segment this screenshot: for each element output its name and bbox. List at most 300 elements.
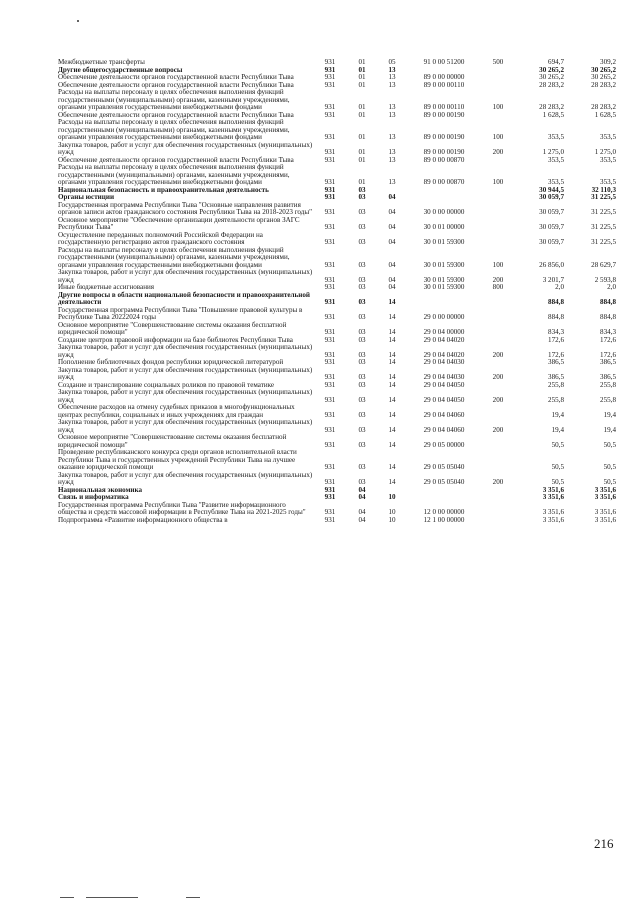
cell-sum-year2: 28 629,7	[591, 260, 616, 269]
cell-glv: 931	[324, 178, 336, 186]
cell-subsection: 04	[388, 238, 396, 246]
cell-sum-year2: 834,3	[600, 328, 616, 336]
cell-sum-year1: 30 059,7	[539, 238, 564, 246]
cell-glv: 931	[324, 80, 336, 89]
cell-target-article: 29 0 04 04060	[423, 410, 465, 419]
cell-glv: 931	[324, 298, 336, 306]
cell-section: 03	[358, 298, 366, 306]
cell-glv: 931	[324, 103, 336, 111]
cell-section: 04	[358, 493, 366, 501]
cell-expense-type	[482, 382, 514, 390]
cell-target-article: 30 0 01 59300	[423, 283, 465, 291]
row-name: Основное мероприятие "Совершенствование системы оказания бесплатной юридической помощи"	[58, 320, 287, 336]
cell-sum-year2: 3 351,6	[594, 493, 616, 501]
cell-section: 03	[358, 410, 366, 419]
cell-subsection: 14	[388, 328, 396, 336]
cell-section: 01	[358, 58, 366, 66]
row-name: Национальная экономика	[58, 485, 143, 494]
row-name: Расходы на выплаты персоналу в целях обеспечения выполнения функций государственными (муниципальными) органами, казенными учреждениями, органами управления государственными внебюджетными фондами	[58, 245, 290, 269]
cell-glv: 931	[324, 463, 336, 471]
cell-sum-year2: 31 225,5	[591, 208, 616, 216]
cell-sum-year2: 353,5	[600, 178, 616, 186]
cell-sum-year2: 172,6	[600, 350, 616, 359]
cell-sum-year1: 834,3	[548, 328, 564, 336]
cell-expense-type: 500	[492, 58, 504, 66]
cell-sum-year2: 28 283,2	[591, 80, 616, 89]
cell-sum-year1: 1 275,0	[542, 148, 564, 156]
row-name: Связь и информатика	[58, 493, 129, 501]
table-row	[58, 164, 616, 187]
cell-glv: 931	[324, 515, 336, 524]
row-name: Создание центров правовой информации на базе библиотек Республики Тыва	[58, 335, 293, 344]
cell-glv: 931	[324, 478, 336, 486]
cell-expense-type	[482, 307, 514, 322]
cell-subsection: 14	[388, 425, 396, 434]
footer-rule	[60, 897, 74, 898]
table-row	[58, 472, 616, 487]
row-name: Закупка товаров, работ и услуг для обеспечения государственных (муниципальных) нужд	[58, 470, 313, 486]
cell-expense-type: 200	[492, 275, 504, 284]
cell-expense-type	[482, 187, 514, 195]
cell-section: 03	[358, 328, 366, 336]
row-name: Закупка товаров, работ и услуг для обеспечения государственных (муниципальных) нужд	[58, 388, 313, 404]
cell-sum-year1: 1 628,5	[542, 110, 564, 119]
cell-subsection: 04	[388, 223, 396, 231]
row-name: Обеспечение расходов на отмену судебных приказов в многофункциональных центрах республики, социальных и иных учреждениях для граждан	[58, 403, 295, 419]
cell-expense-type	[482, 67, 514, 75]
cell-sum-year2: 1 628,5	[594, 110, 616, 119]
row-name: Государственная программа Республики Тыва "Повышение правовой культуры в Республике Тыва 20222024 годы	[58, 305, 303, 321]
cell-expense-type: 100	[492, 133, 504, 141]
cell-target-article	[406, 187, 482, 195]
cell-section: 01	[358, 103, 366, 111]
cell-expense-type: 100	[492, 178, 504, 186]
row-name: Расходы на выплаты персоналу в целях обеспечения выполнения функций государственными (муниципальными) органами, казенными учреждениями, органами управления государственными внебюджетными фондами	[58, 163, 290, 186]
cell-section: 03	[358, 373, 366, 381]
cell-expense-type: 800	[492, 283, 504, 291]
cell-subsection: 14	[388, 373, 396, 381]
table-row	[58, 404, 616, 419]
budget-table	[58, 59, 616, 524]
budget-table-body	[58, 59, 616, 524]
cell-expense-type	[482, 217, 514, 232]
table-row	[58, 487, 616, 495]
cell-target-article: 30 0 01 59300	[423, 238, 465, 246]
cell-sum-year1: 884,8	[548, 313, 564, 321]
cell-subsection: 13	[388, 65, 396, 74]
table-row	[58, 247, 616, 270]
row-name: Закупка товаров, работ и услуг для обеспечения государственных (муниципальных) нужд	[58, 418, 313, 434]
cell-glv: 931	[324, 373, 336, 381]
cell-target-article: 29 0 04 04020	[423, 350, 465, 359]
cell-sum-year1: 3 351,6	[542, 508, 564, 516]
cell-target-article: 29 0 00 00000	[423, 313, 465, 321]
cell-expense-type	[482, 337, 514, 345]
cell-glv: 931	[324, 440, 336, 449]
cell-section: 03	[358, 380, 366, 389]
cell-glv: 931	[324, 73, 336, 81]
cell-section: 03	[358, 260, 366, 269]
cell-expense-type	[482, 449, 514, 472]
cell-glv: 931	[324, 358, 336, 366]
cell-subsection: 13	[388, 178, 396, 186]
row-name: Другие общегосударственные вопросы	[58, 65, 183, 74]
cell-section: 03	[358, 395, 366, 404]
cell-sum-year2: 884,8	[600, 298, 616, 306]
cell-glv: 931	[324, 148, 336, 156]
cell-glv: 931	[324, 208, 336, 216]
cell-section: 01	[358, 65, 366, 74]
table-row	[58, 517, 616, 525]
cell-target-article: 29 0 04 00000	[423, 328, 465, 336]
cell-target-article: 89 0 00 00190	[423, 110, 465, 119]
cell-expense-type	[482, 74, 514, 82]
cell-section: 03	[358, 193, 366, 201]
cell-sum-year2: 19,4	[603, 425, 616, 434]
cell-subsection: 14	[388, 440, 396, 449]
cell-expense-type	[482, 494, 514, 502]
table-row	[58, 142, 616, 157]
cell-glv: 931	[324, 328, 336, 336]
cell-glv: 931	[324, 493, 336, 501]
cell-glv: 931	[324, 380, 336, 389]
table-row	[58, 419, 616, 434]
cell-subsection: 13	[388, 110, 396, 119]
cell-subsection: 14	[388, 478, 396, 486]
cell-subsection: 14	[388, 298, 396, 306]
row-name: Основное мероприятие "Обеспечение организации деятельности органов ЗАГС Республики Тыва"	[58, 215, 300, 231]
cell-sum-year1: 30 059,7	[539, 223, 564, 231]
row-name: Закупка товаров, работ и услуг для обеспечения государственных (муниципальных) нужд	[58, 268, 313, 284]
table-row	[58, 502, 616, 517]
cell-target-article: 29 0 04 04060	[423, 425, 465, 434]
cell-glv: 931	[324, 260, 336, 269]
cell-target-article: 30 0 01 59300	[423, 260, 465, 269]
cell-subsection: 13	[388, 103, 396, 111]
cell-glv: 931	[324, 425, 336, 434]
row-name: Обеспечение деятельности органов государственной власти Республики Тыва	[58, 73, 294, 81]
cell-sum-year1: 3 201,7	[542, 275, 564, 284]
cell-expense-type: 200	[492, 478, 504, 486]
cell-expense-type	[482, 292, 514, 307]
table-row	[58, 322, 616, 337]
cell-target-article: 89 0 00 00110	[423, 103, 465, 111]
cell-target-article: 89 0 00 00000	[423, 73, 465, 81]
table-row	[58, 119, 616, 142]
cell-subsection: 14	[388, 463, 396, 471]
cell-sum-year1: 30 265,2	[539, 73, 564, 81]
cell-target-article: 89 0 00 00870	[423, 178, 465, 186]
cell-sum-year2: 884,8	[600, 313, 616, 321]
cell-sum-year2: 3 351,6	[594, 485, 616, 494]
row-name: Государственная программа Республики Тыва "Основные направления развития органов записи актов гражданского состояния Республики Тыва на 2018-2023 годы"	[58, 200, 313, 216]
cell-target-article: 89 0 00 00190	[423, 133, 465, 141]
table-row	[58, 292, 616, 307]
cell-expense-type	[482, 82, 514, 90]
cell-glv: 931	[324, 185, 336, 194]
cell-sum-year1: 3 351,6	[542, 485, 564, 494]
cell-target-article: 89 0 00 00870	[423, 155, 465, 164]
cell-section: 03	[358, 185, 366, 194]
cell-section: 03	[358, 238, 366, 246]
cell-subsection: 13	[388, 80, 396, 89]
row-name: Обеспечение деятельности органов государственной власти Республики Тыва	[58, 155, 294, 164]
row-name: Пополнение библиотечных фондов республики юридической литературой	[58, 358, 284, 366]
footer-rule	[86, 897, 138, 898]
cell-expense-type	[482, 404, 514, 419]
cell-sum-year2: 309,2	[600, 58, 616, 66]
table-row	[58, 449, 616, 472]
table-row	[58, 187, 616, 195]
cell-glv: 931	[324, 275, 336, 284]
cell-sum-year1: 172,6	[548, 335, 564, 344]
cell-sum-year2: 31 225,5	[591, 223, 616, 231]
cell-sum-year2: 353,5	[600, 133, 616, 141]
cell-sum-year2: 28 283,2	[591, 103, 616, 111]
row-name: Обеспечение деятельности органов государственной власти Республики Тыва	[58, 80, 294, 89]
cell-subsection: 13	[388, 148, 396, 156]
cell-section: 04	[358, 515, 366, 524]
cell-sum-year1: 694,7	[548, 58, 564, 66]
cell-expense-type: 200	[492, 395, 504, 404]
cell-sum-year1: 30 944,5	[539, 185, 564, 194]
scan-speck	[77, 20, 79, 22]
cell-subsection: 04	[388, 283, 396, 291]
cell-subsection: 14	[388, 395, 396, 404]
cell-section: 03	[358, 478, 366, 486]
cell-glv: 931	[324, 335, 336, 344]
cell-target-article: 30 0 01 00000	[423, 223, 465, 231]
cell-target-article: 89 0 00 00110	[423, 80, 465, 89]
cell-target-article	[406, 292, 482, 307]
cell-sum-year2: 255,8	[600, 395, 616, 404]
row-name: Национальная безопасность и правоохранительная деятельность	[58, 185, 269, 194]
cell-expense-type: 200	[492, 425, 504, 434]
cell-glv: 931	[324, 410, 336, 419]
cell-sum-year1: 30 265,2	[539, 65, 564, 74]
row-name: Закупка товаров, работ и услуг для обеспечения государственных (муниципальных) нужд	[58, 365, 313, 381]
cell-section: 01	[358, 178, 366, 186]
cell-expense-type: 100	[492, 103, 504, 111]
cell-expense-type	[482, 517, 514, 525]
cell-target-article: 30 0 01 59300	[423, 275, 465, 284]
cell-sum-year1: 353,5	[548, 155, 564, 164]
cell-subsection: 04	[388, 208, 396, 216]
cell-expense-type: 100	[492, 260, 504, 269]
cell-target-article	[406, 487, 482, 495]
cell-sum-year1: 26 856,0	[539, 260, 564, 269]
cell-sum-year1: 50,5	[551, 463, 564, 471]
cell-sum-year1: 884,8	[548, 298, 564, 306]
cell-target-article: 29 0 04 04050	[423, 380, 465, 389]
cell-sum-year1: 19,4	[551, 410, 564, 419]
cell-sum-year1: 30 059,7	[539, 208, 564, 216]
cell-sum-year1: 3 351,6	[542, 515, 564, 524]
cell-sum-year1: 50,5	[551, 478, 564, 486]
cell-sum-year2: 3 351,6	[594, 508, 616, 516]
cell-subsection: 13	[388, 133, 396, 141]
cell-section: 03	[358, 335, 366, 344]
cell-glv: 931	[324, 193, 336, 201]
cell-target-article: 91 0 00 51200	[423, 58, 465, 66]
cell-target-article: 89 0 00 00190	[423, 148, 465, 156]
cell-target-article: 30 0 00 00000	[423, 208, 465, 216]
cell-expense-type	[482, 434, 514, 449]
table-row	[58, 307, 616, 322]
row-name: Расходы на выплаты персоналу в целях обеспечения выполнения функций государственными (муниципальными) органами, казенными учреждениями, органами управления государственными внебюджетными фондами	[58, 88, 290, 111]
cell-sum-year1: 2,0	[555, 283, 564, 291]
cell-section: 01	[358, 148, 366, 156]
row-name: Межбюджетные трансферты	[58, 58, 145, 66]
cell-sum-year1: 255,8	[548, 395, 564, 404]
cell-sum-year2: 30 265,2	[591, 65, 616, 74]
cell-sum-year2: 353,5	[600, 155, 616, 164]
cell-subsection: 14	[388, 410, 396, 419]
cell-glv: 931	[324, 65, 336, 74]
cell-sum-year2: 31 225,5	[591, 193, 616, 201]
cell-subsection: 04	[388, 260, 396, 269]
cell-section: 03	[358, 425, 366, 434]
cell-sum-year2: 255,8	[600, 380, 616, 389]
cell-subsection: 13	[388, 73, 396, 81]
cell-subsection: 14	[388, 313, 396, 321]
cell-target-article: 29 0 05 05040	[423, 478, 465, 486]
cell-sum-year2: 2 593,8	[594, 275, 616, 284]
cell-glv: 931	[324, 508, 336, 516]
cell-section: 04	[358, 485, 366, 494]
row-name: Другие вопросы в области национальной безопасности и правоохранительной деятельности	[58, 290, 311, 306]
cell-section: 03	[358, 313, 366, 321]
cell-expense-type	[482, 112, 514, 120]
cell-target-article: 12 1 00 00000	[423, 515, 465, 524]
cell-glv: 931	[324, 58, 336, 66]
cell-section: 01	[358, 80, 366, 89]
cell-subsection: 04	[388, 193, 396, 201]
cell-expense-type	[482, 359, 514, 367]
cell-target-article: 12 0 00 00000	[423, 508, 465, 516]
cell-subsection: 14	[388, 350, 396, 359]
cell-sum-year1: 386,5	[548, 373, 564, 381]
cell-target-article	[406, 494, 482, 502]
row-name: Расходы на выплаты персоналу в целях обеспечения выполнения функций государственными (муниципальными) органами, казенными учреждениями, органами управления государственными внебюджетными фондами	[58, 118, 290, 141]
cell-sum-year2: 32 110,3	[591, 185, 616, 194]
cell-subsection: 05	[388, 58, 396, 66]
cell-section: 01	[358, 155, 366, 164]
cell-expense-type	[482, 202, 514, 217]
row-name: Закупка товаров, работ и услуг для обеспечения государственных (муниципальных) нужд	[58, 140, 313, 156]
cell-subsection: 14	[388, 335, 396, 344]
cell-target-article: 29 0 05 05040	[423, 463, 465, 471]
row-name: Органы юстиции	[58, 193, 115, 201]
cell-sum-year2: 2,0	[607, 283, 616, 291]
cell-sum-year1: 353,5	[548, 178, 564, 186]
cell-subsection: 14	[388, 380, 396, 389]
cell-sum-year1: 50,5	[551, 440, 564, 449]
cell-sum-year1: 30 059,7	[539, 193, 564, 201]
cell-target-article: 29 0 04 04020	[423, 335, 465, 344]
table-row	[58, 202, 616, 217]
table-row	[58, 367, 616, 382]
table-row	[58, 269, 616, 284]
cell-sum-year2: 31 225,5	[591, 238, 616, 246]
cell-section: 03	[358, 358, 366, 366]
cell-sum-year2: 386,5	[600, 358, 616, 366]
table-row	[58, 217, 616, 232]
cell-sum-year1: 353,5	[548, 133, 564, 141]
cell-sum-year2: 386,5	[600, 373, 616, 381]
footer-rule	[186, 897, 200, 898]
cell-sum-year1: 386,5	[548, 358, 564, 366]
cell-target-article: 29 0 05 00000	[423, 440, 465, 449]
cell-glv: 931	[324, 313, 336, 321]
cell-expense-type: 200	[492, 350, 504, 359]
cell-expense-type	[482, 194, 514, 202]
cell-sum-year1: 28 283,2	[539, 103, 564, 111]
row-name: Создание и транслирование социальных роликов по правовой тематике	[58, 380, 275, 389]
cell-glv: 931	[324, 133, 336, 141]
cell-target-article	[406, 194, 482, 202]
cell-sum-year2: 3 351,6	[594, 515, 616, 524]
cell-expense-type	[482, 157, 514, 165]
cell-section: 03	[358, 223, 366, 231]
cell-expense-type	[482, 232, 514, 247]
cell-subsection: 13	[388, 155, 396, 164]
cell-sum-year1: 255,8	[548, 380, 564, 389]
cell-section: 03	[358, 463, 366, 471]
cell-section: 01	[358, 110, 366, 119]
cell-section: 03	[358, 283, 366, 291]
cell-section: 01	[358, 73, 366, 81]
cell-expense-type	[482, 502, 514, 517]
cell-sum-year1: 19,4	[551, 425, 564, 434]
cell-sum-year2: 50,5	[603, 478, 616, 486]
cell-sum-year2: 19,4	[603, 410, 616, 419]
cell-subsection: 10	[388, 493, 396, 501]
cell-section: 04	[358, 508, 366, 516]
cell-section: 03	[358, 208, 366, 216]
cell-expense-type	[482, 487, 514, 495]
cell-glv: 931	[324, 283, 336, 291]
row-name: Иные бюджетные ассигнования	[58, 283, 155, 291]
cell-glv: 931	[324, 350, 336, 359]
cell-sum-year2: 50,5	[603, 440, 616, 449]
cell-expense-type: 200	[492, 373, 504, 381]
cell-sum-year2: 50,5	[603, 463, 616, 471]
cell-subsection: 10	[388, 515, 396, 524]
row-name: Государственная программа Республики Тыва "Развитие информационного общества и средств массовой информации в Республике Тыва на 2021-2025 годы"	[58, 500, 306, 516]
cell-sum-year1: 3 351,6	[542, 493, 564, 501]
cell-section: 01	[358, 133, 366, 141]
cell-target-article: 29 0 04 04050	[423, 395, 465, 404]
cell-glv: 931	[324, 155, 336, 164]
cell-subsection: 04	[388, 275, 396, 284]
row-name: Проведение республиканского конкурса среди органов исполнительной власти Республики Тыва и государственных учреждений Республики Тыва на лучшее оказание юридической помощи	[58, 448, 297, 471]
table-row	[58, 344, 616, 359]
row-name: Осуществление переданных полномочий Российской Федерации на государственную регистрацию актов гражданского состояния	[58, 230, 263, 246]
cell-target-article: 29 0 04 04030	[423, 373, 465, 381]
row-name: Закупка товаров, работ и услуг для обеспечения государственных (муниципальных) нужд	[58, 343, 313, 359]
cell-section: 03	[358, 440, 366, 449]
cell-glv: 931	[324, 110, 336, 119]
cell-sum-year2: 30 265,2	[591, 73, 616, 81]
cell-glv: 931	[324, 238, 336, 246]
table-row	[58, 389, 616, 404]
cell-glv: 931	[324, 395, 336, 404]
cell-sum-year2: 1 275,0	[594, 148, 616, 156]
row-name: Обеспечение деятельности органов государственной власти Республики Тыва	[58, 110, 294, 119]
cell-sum-year1: 28 283,2	[539, 80, 564, 89]
cell-expense-type: 200	[492, 148, 504, 156]
